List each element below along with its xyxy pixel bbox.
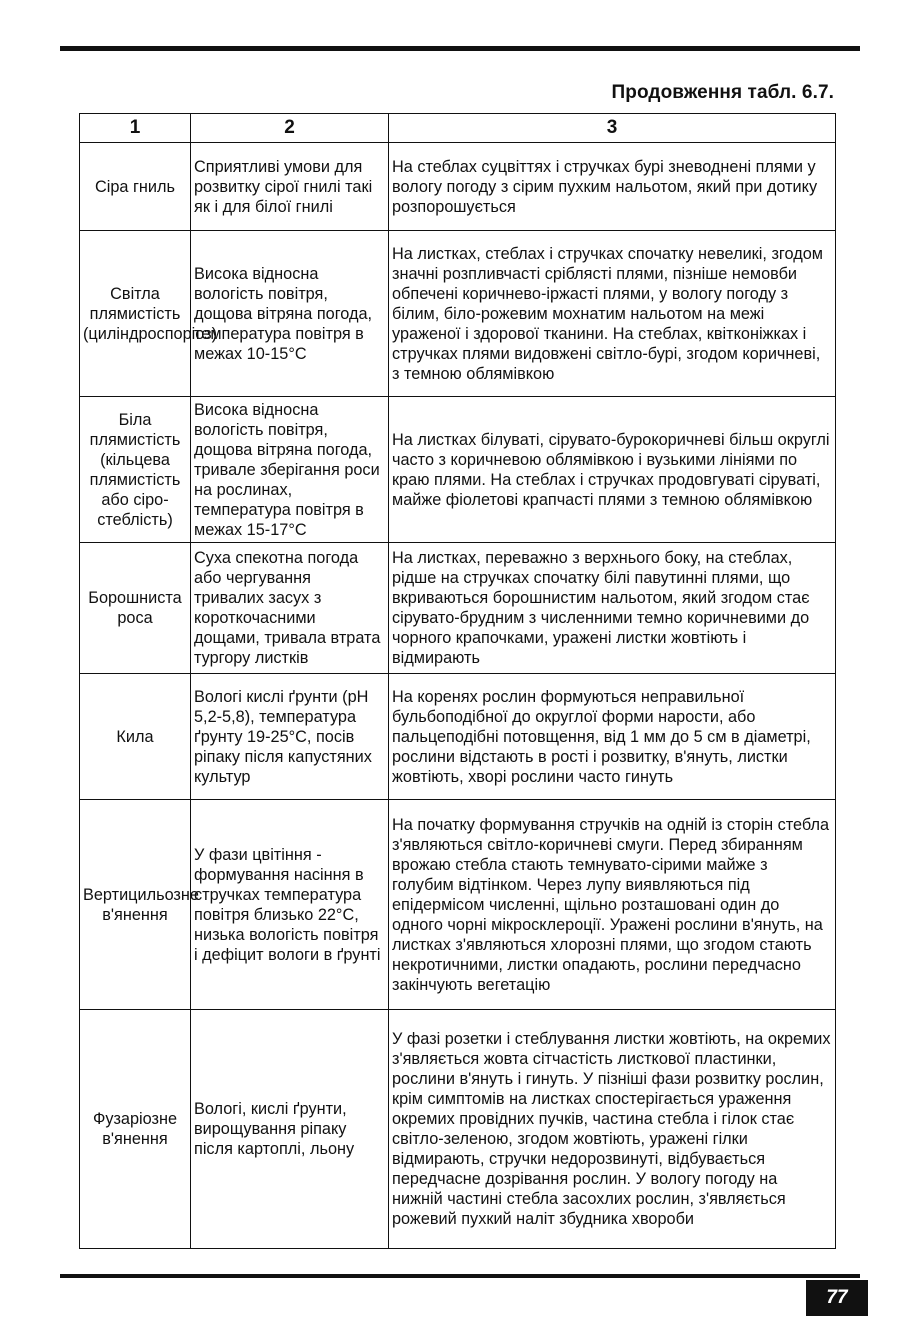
conditions-cell: Висока відносна вологість повітря, дощова вітряна погода, температура повітря в межах 10-15°С bbox=[191, 231, 389, 397]
disease-name: Сіра гниль bbox=[80, 143, 191, 231]
top-rule bbox=[60, 46, 860, 51]
column-header-2: 2 bbox=[191, 114, 389, 143]
table-row bbox=[80, 1010, 836, 1249]
table-row bbox=[80, 800, 836, 1010]
conditions-cell: У фази цвітіння - формування насіння в стручках температура повітря близько 22°С, низька вологість повітря і дефіцит вологи в ґрунті bbox=[191, 800, 389, 1010]
page-number: 77 bbox=[806, 1280, 868, 1316]
conditions-cell: Вологі кислі ґрунти (pH 5,2-5,8), температура ґрунту 19-25°С, посів ріпаку після капустяних культур bbox=[191, 674, 389, 800]
conditions-cell: Сприятливі умови для розвитку сірої гнилі такі як і для білої гнилі bbox=[191, 143, 389, 231]
conditions-cell: Висока відносна вологість повітря, дощова вітряна погода, тривале зберігання роси на рослинах, температура повітря в межах 15-17°С bbox=[191, 397, 389, 543]
disease-name: Вертицильозне в'янення bbox=[80, 800, 191, 1010]
header-row bbox=[80, 114, 836, 143]
disease-name: Фузаріозне в'янення bbox=[80, 1010, 191, 1249]
table-row bbox=[80, 543, 836, 674]
symptoms-cell: На листках білуваті, сірувато-бурокоричневі більш округлі часто з коричневою облямівкою і вузькими лініями по краю плями. На стеблах і стручках продовгуваті сіруваті, майже фіолетові крапчасті плями з темною облямівкою bbox=[389, 397, 836, 543]
disease-name: Борошниста роса bbox=[80, 543, 191, 674]
column-header-3: 3 bbox=[389, 114, 836, 143]
column-header-1: 1 bbox=[80, 114, 191, 143]
symptoms-cell: На коренях рослин формуються неправильної бульбоподібної до округлої форми нарости, або пальцеподібні потовщення, від 1 мм до 5 см в діаметрі, рослини відстають в рості і розвитку, в'януть, листки жовтіють, хворі рослини часто гинуть bbox=[389, 674, 836, 800]
table-caption: Продовження табл. 6.7. bbox=[611, 82, 834, 103]
disease-name: Біла плямистість (кільцева плямистість або сіро-стеблість) bbox=[80, 397, 191, 543]
symptoms-cell: На листках, переважно з верхнього боку, на стеблах, рідше на стручках спочатку білі павутинні плями, що вкриваються борошнистим нальотом, який згодом стає сірувато-брудним з численними темно коричневими до чорного крапочками, уражені листки жовтіють і відмирають bbox=[389, 543, 836, 674]
symptoms-cell: У фазі розетки і стеблування листки жовтіють, на окремих з'являється жовта сітчастість листкової пластинки, рослини в'януть і гинуть. У пізніші фази розвитку рослин, крім симптомів на листках спостерігається ураження окремих провідних пучків, частина стебла і гілок стає світло-зеленою, згодом жовтіють, уражені гілки відмирають, стручки недорозвинуті, відбувається передчасне дозрівання рослин. У вологу погоду на нижній частині стебла засохлих рослин, з'являється рожевий пухкий наліт збудника хвороби bbox=[389, 1010, 836, 1249]
disease-name: Кила bbox=[80, 674, 191, 800]
conditions-cell: Суха спекотна погода або чергування тривалих засух з короткочасними дощами, тривала втрата тургору листків bbox=[191, 543, 389, 674]
table-row bbox=[80, 143, 836, 231]
symptoms-cell: На листках, стеблах і стручках спочатку невеликі, згодом значні розпливчасті сріблясті плями, пізніше немовби обпечені коричнево-іржасті плями, у вологу погоду з білим, біло-рожевим мохнатим нальотом на межі ураженої і здорової тканини. На стеблах, квітконіжках і стручках плями видовжені світло-бурі, згодом коричневі, з темною облямівкою bbox=[389, 231, 836, 397]
conditions-cell: Вологі, кислі ґрунти, вирощування ріпаку після картоплі, льону bbox=[191, 1010, 389, 1249]
table-row bbox=[80, 397, 836, 543]
symptoms-cell: На стеблах суцвіттях і стручках бурі зневоднені плями у вологу погоду з сірим пухким нальотом, який при дотику розпорошується bbox=[389, 143, 836, 231]
disease-name: Світла плямистість (циліндроспоріоз) bbox=[80, 231, 191, 397]
table-row bbox=[80, 674, 836, 800]
symptoms-cell: На початку формування стручків на одній із сторін стебла з'являються світло-коричневі смуги. Перед збиранням врожаю стебла стають темнувато-сірими майже з голубим відтінком. Через лупу виявляються під епідермісом численні, щільно розташовані один до одного чорні мікросклероції. Уражені рослини в'януть, на листках з'являються хлорозні плями, що згодом стають некротичними, листки опадають, рослини передчасно закінчують вегетацію bbox=[389, 800, 836, 1010]
table-row bbox=[80, 231, 836, 397]
disease-table bbox=[79, 113, 836, 1249]
bottom-rule bbox=[60, 1274, 860, 1278]
